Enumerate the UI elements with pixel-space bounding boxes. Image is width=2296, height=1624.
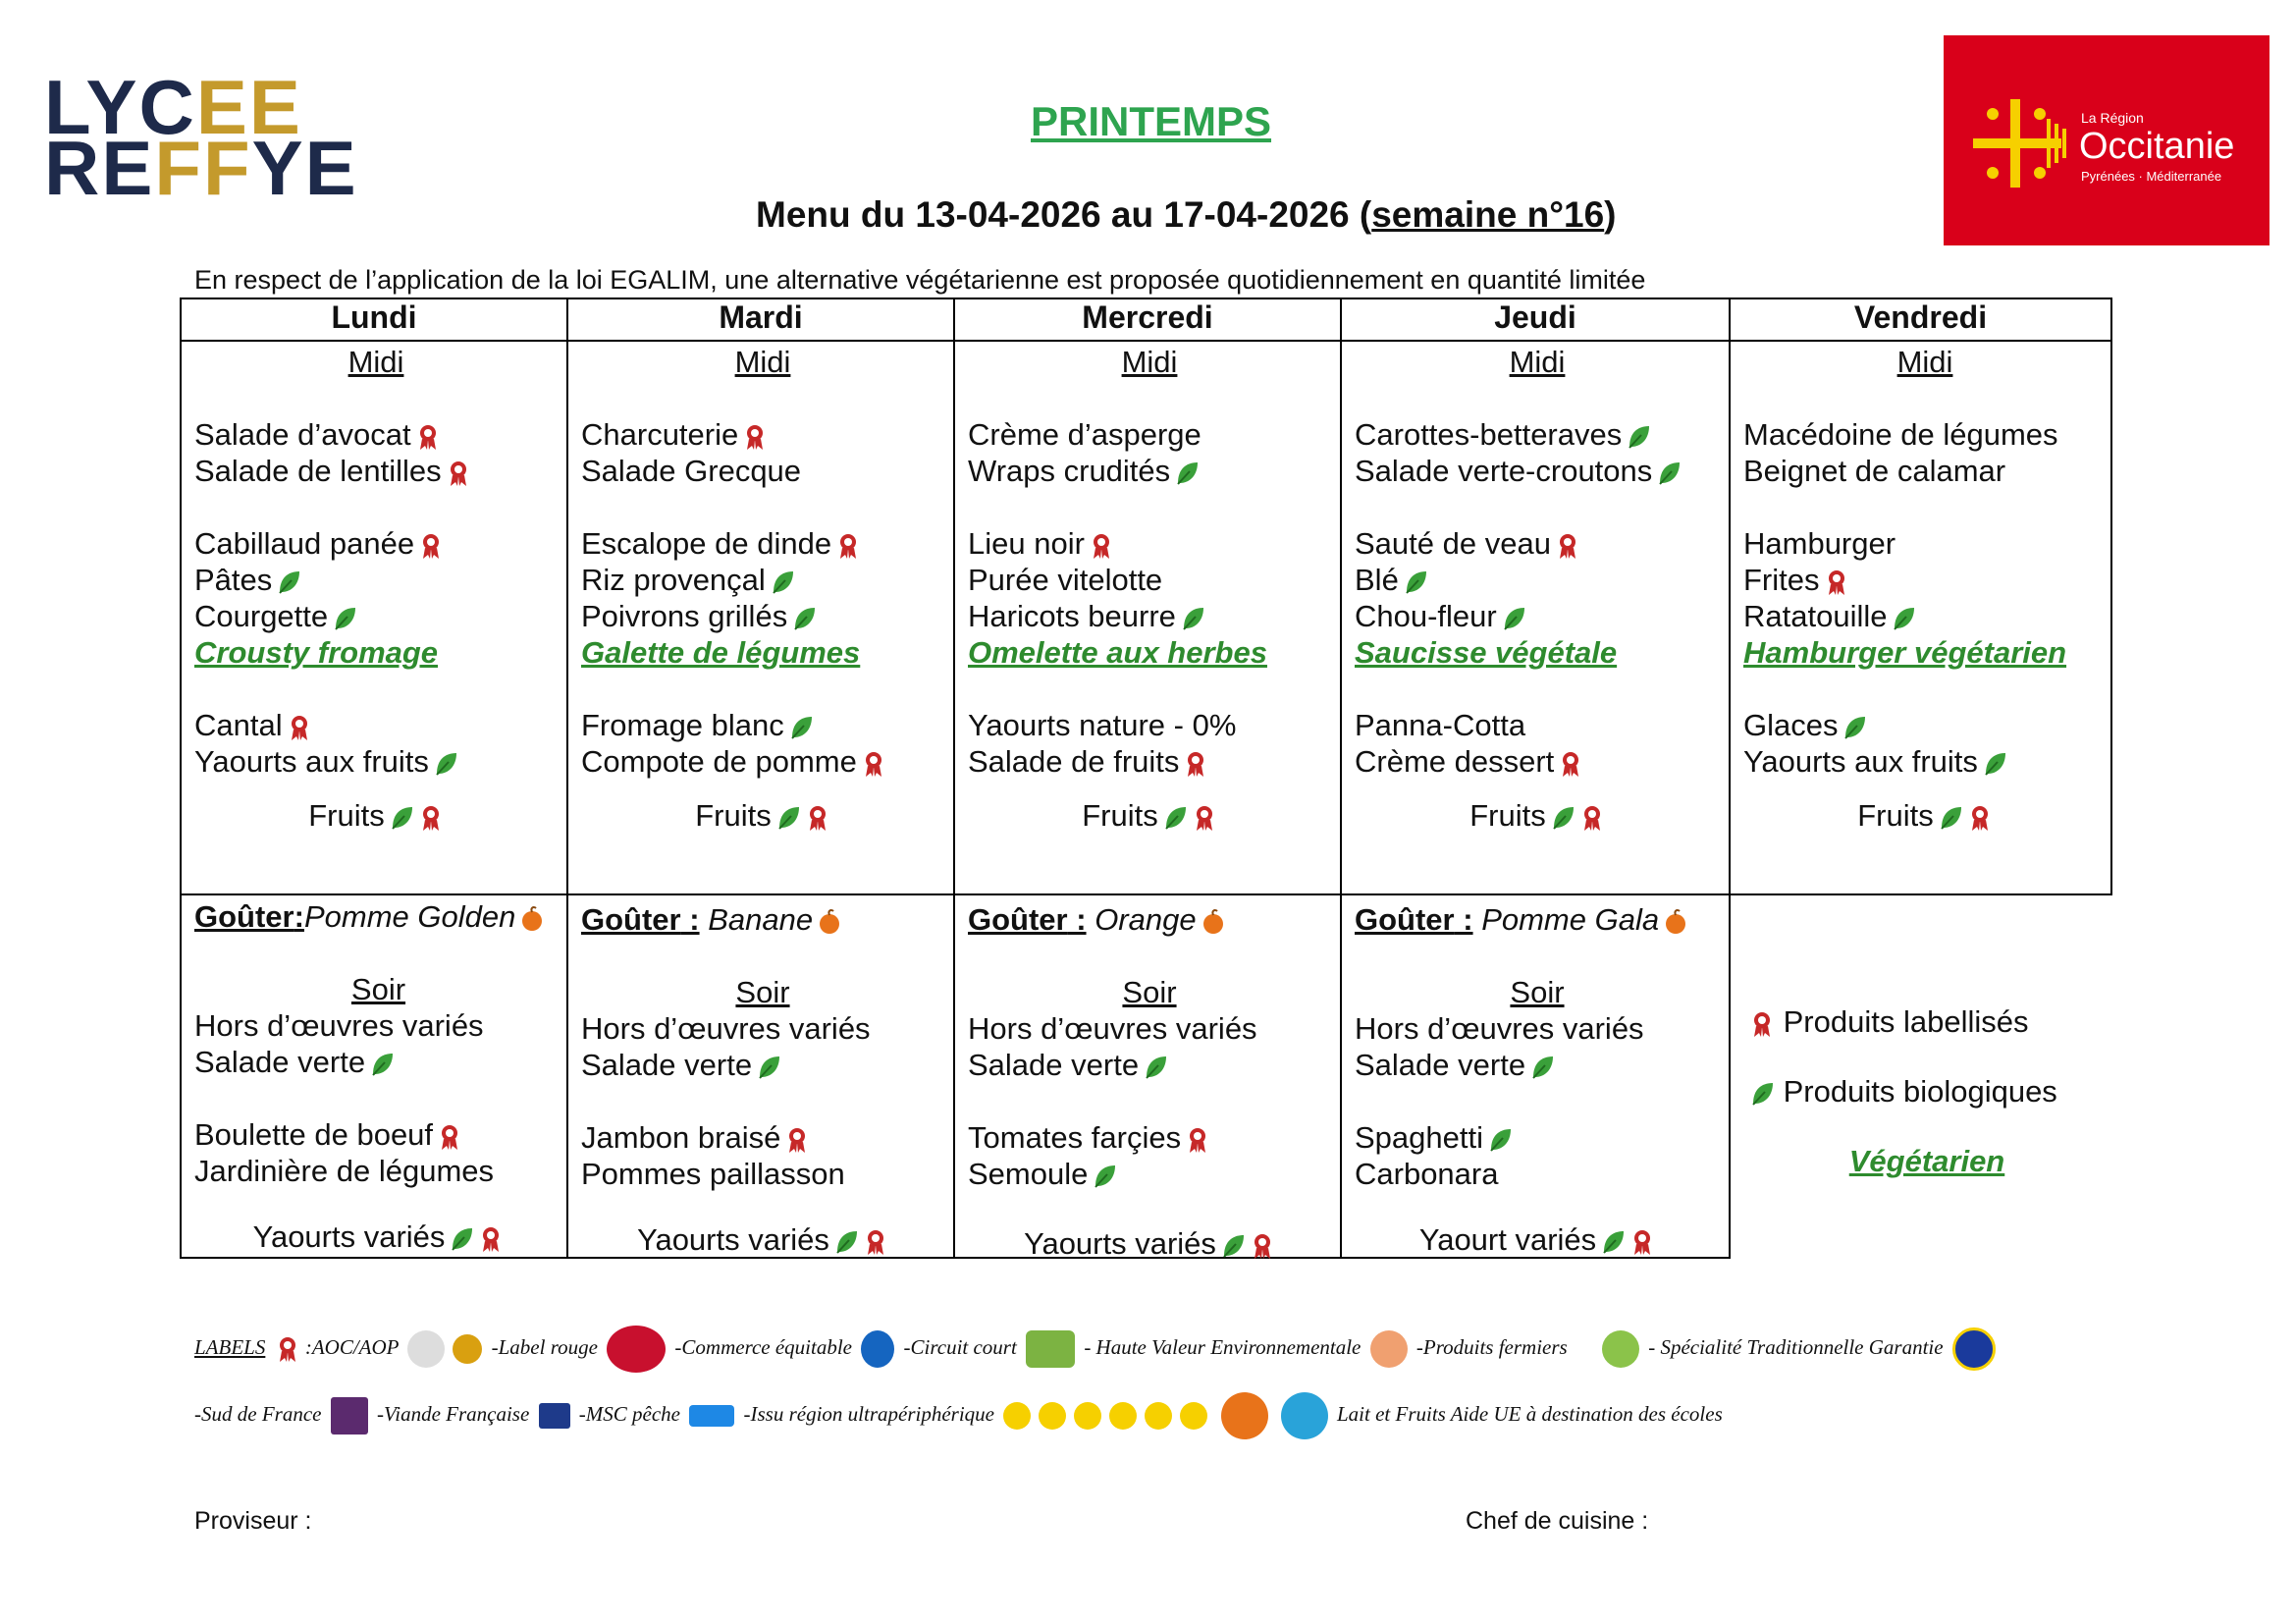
menu-item: Glaces — [1743, 708, 1839, 742]
organic-leaf-icon — [389, 804, 414, 832]
rup-badge-icon — [1074, 1402, 1101, 1430]
midi-label: Midi — [1121, 345, 1178, 379]
label-ribbon-icon — [1558, 750, 1583, 778]
occitan-cross-icon — [1963, 80, 2071, 207]
label-text: Lait et Fruits Aide UE à destination des écoles — [1337, 1401, 1723, 1426]
organic-leaf-icon — [1550, 804, 1575, 832]
label-ribbon-icon — [861, 750, 886, 778]
label-text: - Haute Valeur Environnementale — [1084, 1334, 1362, 1359]
menu-item: Poivrons grillés — [581, 599, 788, 633]
menu-item: Macédoine de légumes — [1743, 417, 2058, 452]
menu-item: Fruits — [1857, 798, 1934, 833]
table-border — [1340, 298, 1342, 1259]
menu-item: Hors d’œuvres variés — [1355, 1011, 1644, 1046]
fruit-icon — [1201, 908, 1226, 936]
commerce-equitable-icon — [861, 1330, 894, 1368]
label-ribbon-icon — [835, 532, 861, 560]
menu-item: Fruits — [1082, 798, 1158, 833]
midi-label: Midi — [1509, 345, 1566, 379]
logo-text: EE — [195, 64, 302, 150]
sud-de-france-icon — [331, 1397, 368, 1435]
menu-item: Salade de fruits — [968, 744, 1180, 779]
menu-item: Yaourt variés — [1418, 1222, 1597, 1257]
menu-item: Haricots beurre — [968, 599, 1176, 633]
soir-label: Soir — [350, 972, 406, 1006]
menu-item: Carottes-betteraves — [1355, 417, 1623, 452]
menu-item: Tomates farçies — [968, 1120, 1182, 1155]
fruit-icon — [1663, 908, 1688, 936]
menu-item: Spaghetti — [1355, 1120, 1483, 1155]
label-ribbon-icon — [418, 804, 444, 832]
labels-heading: LABELS — [194, 1334, 266, 1359]
region-text: Pyrénées · Méditerranée — [2081, 169, 2222, 184]
menu-item: Yaourts variés — [1024, 1226, 1216, 1261]
labels-legend-row1 — [194, 1326, 2000, 1373]
organic-leaf-icon — [1143, 1054, 1168, 1081]
menu-item: Compote de pomme — [581, 744, 857, 779]
menu-item: Lieu noir — [968, 526, 1085, 561]
organic-leaf-icon — [756, 1054, 781, 1081]
organic-leaf-icon — [1162, 804, 1188, 832]
label-ribbon-icon — [1250, 1232, 1275, 1260]
day-header-mardi: Mardi — [719, 299, 803, 335]
organic-leaf-icon — [1487, 1126, 1513, 1154]
soir-label: Soir — [735, 975, 790, 1009]
menu-item: Hors d’œuvres variés — [581, 1011, 871, 1046]
aop-badge-icon — [453, 1334, 482, 1364]
menu-item: Hors d’œuvres variés — [968, 1011, 1257, 1046]
lundi-soir — [194, 898, 562, 1255]
gouter-label: Goûter: — [194, 899, 304, 934]
rup-badge-icon — [1109, 1402, 1137, 1430]
label-ribbon-icon — [1629, 1228, 1655, 1256]
viande-francaise-icon — [539, 1403, 570, 1429]
circuit-court-icon — [1026, 1330, 1075, 1368]
organic-leaf-icon — [1403, 568, 1428, 596]
menu-item: Pâtes — [194, 563, 273, 597]
label-ribbon-icon — [275, 1335, 300, 1363]
menu-item: Escalope de dinde — [581, 526, 832, 561]
label-ribbon-icon — [784, 1126, 810, 1154]
organic-leaf-icon — [369, 1051, 395, 1078]
label-ribbon-icon — [1579, 804, 1605, 832]
organic-leaf-icon — [449, 1225, 474, 1253]
vegetarian-item: Omelette aux herbes — [968, 635, 1267, 670]
fruit-icon — [817, 908, 842, 936]
table-border — [953, 298, 955, 1259]
menu-item: Cabillaud panée — [194, 526, 415, 561]
midi-label: Midi — [734, 345, 791, 379]
day-header-jeudi: Jeudi — [1494, 299, 1576, 335]
egalim-notice: En respect de l’application de la loi EGALIM, une alternative végétarienne est proposée quotidiennement en quantité limitée — [194, 265, 1646, 295]
menu-item: Salade verte — [581, 1048, 753, 1082]
menu-item: Boulette de boeuf — [194, 1117, 434, 1152]
ue-fruits-badge-icon — [1221, 1392, 1268, 1439]
label-rouge-badge-icon — [607, 1326, 666, 1373]
label-text: -Circuit court — [903, 1334, 1017, 1359]
menu-item: Hamburger — [1743, 526, 1896, 561]
organic-leaf-icon — [1529, 1054, 1555, 1081]
msc-peche-icon — [689, 1405, 734, 1427]
label-text: -Commerce équitable — [674, 1334, 853, 1359]
organic-leaf-icon — [1656, 460, 1682, 487]
vendredi-midi — [1743, 344, 2107, 834]
menu-item: Fruits — [1469, 798, 1546, 833]
logo-text: LYC — [44, 64, 196, 150]
gouter-label: Goûter : — [968, 902, 1087, 937]
day-header-vendredi: Vendredi — [1853, 299, 1988, 335]
proviseur-signature: Proviseur : — [194, 1507, 312, 1535]
legend — [1745, 1003, 2109, 1179]
chef-signature: Chef de cuisine : — [1466, 1507, 1649, 1535]
menu-item: Yaourts variés — [252, 1219, 446, 1254]
logo-text: RE — [44, 125, 155, 211]
label-ribbon-icon — [1185, 1126, 1210, 1154]
menu-item: Fruits — [308, 798, 385, 833]
day-header-lundi: Lundi — [331, 299, 417, 335]
menu-item: Riz provençal — [581, 563, 766, 597]
label-ribbon-icon — [742, 423, 768, 451]
menu-item: Frites — [1743, 563, 1820, 597]
organic-leaf-icon — [1891, 605, 1916, 632]
produits-fermiers-icon — [1370, 1330, 1408, 1368]
rup-badge-icon — [1039, 1402, 1066, 1430]
legend-labellise: Produits labellisés — [1783, 1004, 2029, 1039]
stg-badge-icon — [1602, 1330, 1639, 1368]
table-border — [2110, 298, 2112, 895]
label-ribbon-icon — [1555, 532, 1580, 560]
organic-leaf-icon — [276, 568, 301, 596]
label-ribbon-icon — [1824, 568, 1849, 596]
label-text: :AOC/AOP — [304, 1334, 400, 1359]
soir-label: Soir — [1122, 975, 1177, 1009]
aoc-badge-icon — [407, 1330, 445, 1368]
label-text: -Produits fermiers — [1415, 1334, 1568, 1359]
organic-leaf-icon — [1842, 714, 1867, 741]
organic-leaf-icon — [1501, 605, 1526, 632]
logo-text: FF — [154, 125, 252, 211]
gouter-label: Goûter : — [581, 902, 700, 937]
gouter-item: Banane — [708, 902, 814, 937]
organic-leaf-icon — [1749, 1080, 1775, 1108]
menu-item: Salade de lentilles — [194, 454, 442, 488]
organic-leaf-icon — [1180, 605, 1205, 632]
jeudi-midi — [1355, 344, 1720, 834]
label-ribbon-icon — [1089, 532, 1114, 560]
menu-item: Yaourts variés — [637, 1222, 829, 1257]
region-text: La Région — [2081, 110, 2144, 126]
menu-item: Salade verte — [194, 1045, 366, 1079]
label-text: -MSC pêche — [578, 1401, 681, 1426]
lundi-midi — [194, 344, 558, 834]
menu-item: Wraps crudités — [968, 454, 1171, 488]
table-border — [566, 298, 568, 1259]
midi-label: Midi — [347, 345, 404, 379]
menu-item: Yaourts nature - 0% — [968, 708, 1237, 742]
table-border — [180, 298, 182, 1259]
organic-leaf-icon — [788, 714, 814, 741]
mercredi-soir — [968, 901, 1331, 1262]
gouter-item: Pomme Golden — [303, 899, 516, 934]
table-border — [180, 340, 2112, 342]
mercredi-midi — [968, 344, 1331, 834]
fruit-icon — [519, 905, 545, 933]
menu-item: Salade verte — [1355, 1048, 1526, 1082]
menu-item: Jambon braisé — [581, 1120, 781, 1155]
organic-leaf-icon — [1938, 804, 1963, 832]
menu-item: Yaourts aux fruits — [194, 744, 429, 779]
label-text: -Label rouge — [491, 1334, 598, 1359]
occitanie-logo — [1944, 35, 2269, 245]
menu-item: Blé — [1355, 563, 1399, 597]
eu-badge-icon — [1952, 1327, 1996, 1371]
mardi-soir — [581, 901, 944, 1258]
menu-item: Salade verte-croutons — [1355, 454, 1653, 488]
label-ribbon-icon — [805, 804, 830, 832]
menu-item: Salade Grecque — [581, 454, 802, 488]
label-ribbon-icon — [1749, 1010, 1775, 1038]
label-ribbon-icon — [1192, 804, 1217, 832]
rup-badge-icon — [1003, 1402, 1031, 1430]
menu-item: Fruits — [695, 798, 772, 833]
organic-leaf-icon — [1626, 423, 1651, 451]
menu-item: Yaourts aux fruits — [1743, 744, 1978, 779]
label-ribbon-icon — [863, 1228, 888, 1256]
organic-leaf-icon — [433, 750, 458, 778]
jeudi-soir — [1355, 901, 1720, 1258]
label-text: -Issu région ultrapériphérique — [743, 1401, 994, 1426]
gouter-item: Orange — [1095, 902, 1197, 937]
menu-item: Ratatouille — [1743, 599, 1888, 633]
organic-leaf-icon — [1600, 1228, 1626, 1256]
menu-item: Cantal — [194, 708, 283, 742]
label-text: -Viande Française — [376, 1401, 530, 1426]
label-ribbon-icon — [287, 714, 312, 741]
organic-leaf-icon — [1982, 750, 2007, 778]
organic-leaf-icon — [332, 605, 357, 632]
menu-item: Jardinière de légumes — [194, 1154, 495, 1188]
menu-item: Panna-Cotta — [1355, 708, 1526, 742]
menu-item: Crème dessert — [1355, 744, 1555, 779]
legend-vegetarien: Végétarien — [1848, 1144, 2005, 1178]
soir-label: Soir — [1510, 975, 1565, 1009]
menu-item: Courgette — [194, 599, 329, 633]
rup-badge-icon — [1145, 1402, 1172, 1430]
midi-label: Midi — [1896, 345, 1953, 379]
logo-text: YE — [251, 125, 358, 211]
menu-item: Charcuterie — [581, 417, 739, 452]
label-ribbon-icon — [1183, 750, 1208, 778]
menu-item: Crème d’asperge — [968, 417, 1201, 452]
organic-leaf-icon — [1092, 1163, 1117, 1190]
menu-item: Fromage blanc — [581, 708, 784, 742]
lycee-logo — [44, 64, 358, 211]
vegetarian-item: Galette de légumes — [581, 635, 861, 670]
ue-lait-badge-icon — [1281, 1392, 1328, 1439]
labels-legend-row2 — [194, 1392, 1723, 1439]
rup-badge-icon — [1180, 1402, 1207, 1430]
menu-item: Purée vitelotte — [968, 563, 1163, 597]
menu-item: Sauté de veau — [1355, 526, 1551, 561]
menu-item: Salade d’avocat — [194, 417, 411, 452]
vegetarian-item: Saucisse végétale — [1355, 635, 1618, 670]
label-ribbon-icon — [478, 1225, 504, 1253]
menu-item: Semoule — [968, 1157, 1089, 1191]
label-ribbon-icon — [415, 423, 441, 451]
label-ribbon-icon — [446, 460, 471, 487]
menu-item: Pommes paillasson — [581, 1157, 845, 1191]
region-name: Occitanie — [2079, 126, 2235, 167]
page-title: Menu du 13-04-2026 au 17-04-2026 (semaine n°16) — [756, 194, 1617, 235]
vegetarian-item: Crousty fromage — [194, 635, 439, 670]
menu-item: Hors d’œuvres variés — [194, 1008, 484, 1043]
legend-bio: Produits biologiques — [1783, 1074, 2057, 1109]
label-text: - Spécialité Traditionnelle Garantie — [1648, 1334, 1944, 1359]
label-ribbon-icon — [418, 532, 444, 560]
menu-item: Carbonara — [1355, 1157, 1499, 1191]
season-title: PRINTEMPS — [1031, 98, 1272, 144]
label-text: -Sud de France — [194, 1401, 322, 1426]
menu-item: Salade verte — [968, 1048, 1140, 1082]
label-ribbon-icon — [437, 1123, 462, 1151]
gouter-item: Pomme Gala — [1481, 902, 1660, 937]
organic-leaf-icon — [1220, 1232, 1246, 1260]
organic-leaf-icon — [833, 1228, 859, 1256]
gouter-label: Goûter : — [1355, 902, 1473, 937]
menu-item: Beignet de calamar — [1743, 454, 2006, 488]
organic-leaf-icon — [770, 568, 795, 596]
day-header-mercredi: Mercredi — [1082, 299, 1213, 335]
mardi-midi — [581, 344, 944, 834]
label-ribbon-icon — [1967, 804, 1993, 832]
menu-item: Chou-fleur — [1355, 599, 1497, 633]
table-border — [1729, 298, 1731, 1259]
table-border — [180, 893, 2112, 895]
vegetarian-item: Hamburger végétarien — [1743, 635, 2067, 670]
organic-leaf-icon — [791, 605, 817, 632]
organic-leaf-icon — [1174, 460, 1200, 487]
organic-leaf-icon — [775, 804, 801, 832]
